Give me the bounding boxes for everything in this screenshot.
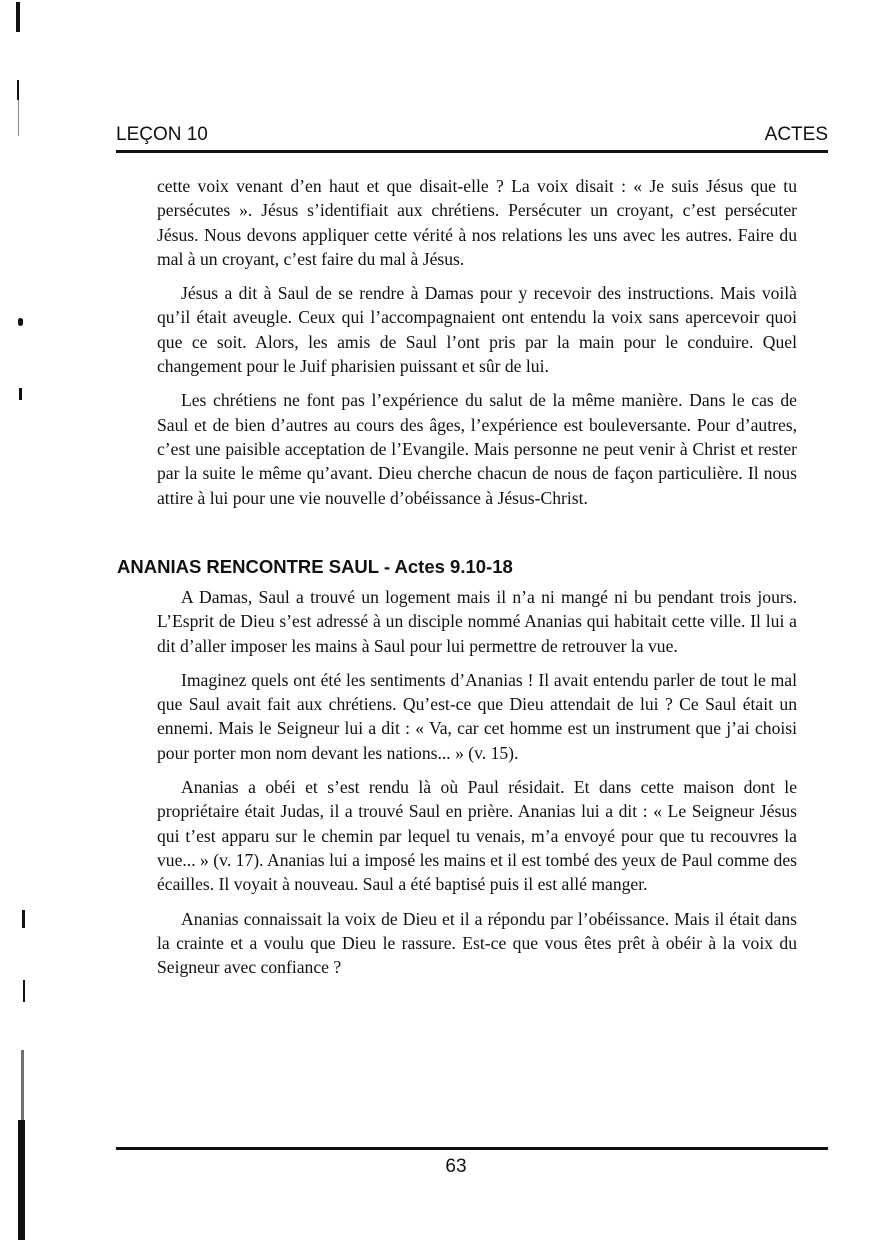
scan-artifact [19, 388, 22, 400]
scan-artifact [18, 1120, 25, 1240]
scan-artifact [22, 910, 25, 928]
paragraph: Imaginez quels ont été les sentiments d’Ananias ! Il avait entendu parler de tout le mal que Saul avait fait aux chrétiens. Qu’est-ce que Dieu attendait de lui ? Ce Saul était un ennemi. Mais le Seigneur lui a dit : « Va, car cet homme est un instrument que j’ai choisi pour porter mon nom devant les nations... » (v. 15). [157, 669, 797, 763]
scan-artifact [16, 2, 20, 32]
book-label: ACTES [764, 124, 828, 145]
page-number: 63 [445, 1156, 467, 1177]
paragraph: Ananias a obéi et s’est rendu là où Paul résidait. Et dans cette maison dont le propriétaire était Judas, il a trouvé Saul en prière. Ananias lui a dit : « Le Seigneur Jésus qui t’est apparu sur le chemin par lequel tu venais, m’a envoyé pour que tu recouvres la vue... » (v. 17). Ananias lui a imposé les mains et il est tombé des yeux de Paul comme des écailles. Il voyait à nouveau. Saul a été baptisé puis il est allé manger. [157, 777, 797, 895]
scan-artifact [23, 980, 25, 1002]
section-1-body [157, 174, 797, 520]
scan-artifact [17, 80, 19, 100]
lesson-label: LEÇON 10 [116, 124, 208, 145]
scan-artifact [21, 1050, 24, 1120]
section-heading: ANANIAS RENCONTRE SAUL - Actes 9.10-18 [117, 556, 513, 577]
paragraph: Les chrétiens ne font pas l’expérience du salut de la même manière. Dans le cas de Saul et de bien d’autres au cours des âges, l’expérience est bouleversante. Pour d’autres, c’est une paisible acceptation de l’Evangile. Mais personne ne peut venir à Christ et rester par la suite le même qu’avant. Dieu cherche chacun de nous de façon particulière. Il nous attire à lui pour une vie nouvelle d’obéissance à Jésus-Christ. [157, 390, 797, 508]
header-rule [116, 150, 828, 153]
paragraph: Jésus a dit à Saul de se rendre à Damas pour y recevoir des instructions. Mais voilà qu’il était aveugle. Ceux qui l’accompagnaient ont entendu la voix sans apercevoir quoi que ce soit. Alors, les amis de Saul l’ont pris par la main pour le conduire. Quel changement pour le Juif pharisien puissant et sûr de lui. [157, 283, 797, 377]
section-2-body [157, 585, 797, 989]
running-header [116, 124, 828, 152]
paragraph: A Damas, Saul a trouvé un logement mais il n’a ni mangé ni bu pendant trois jours. L’Esprit de Dieu s’est adressé à un disciple nommé Ananias qui habitait cette ville. Il lui a dit d’aller imposer les mains à Saul pour lui permettre de retrouver la vue. [157, 587, 797, 656]
paragraph: cette voix venant d’en haut et que disait-elle ? La voix disait : « Je suis Jésus que tu persécutes ». Jésus s’identifiait aux chrétiens. Persécuter un croyant, c’est persécuter Jésus. Nous devons appliquer cette vérité à nos relations les uns avec les autres. Faire du mal à un croyant, c’est faire du mal à Jésus. [157, 176, 797, 269]
paragraph: Ananias connaissait la voix de Dieu et il a répondu par l’obéissance. Mais il était dans la crainte et a voulu que Dieu le rassure. Est-ce que vous êtes prêt à obéir à la voix du Seigneur avec confiance ? [157, 908, 797, 978]
page-footer [0, 1156, 874, 1178]
scan-artifact [18, 100, 19, 136]
footer-rule [116, 1147, 828, 1150]
scan-artifact [18, 318, 23, 326]
